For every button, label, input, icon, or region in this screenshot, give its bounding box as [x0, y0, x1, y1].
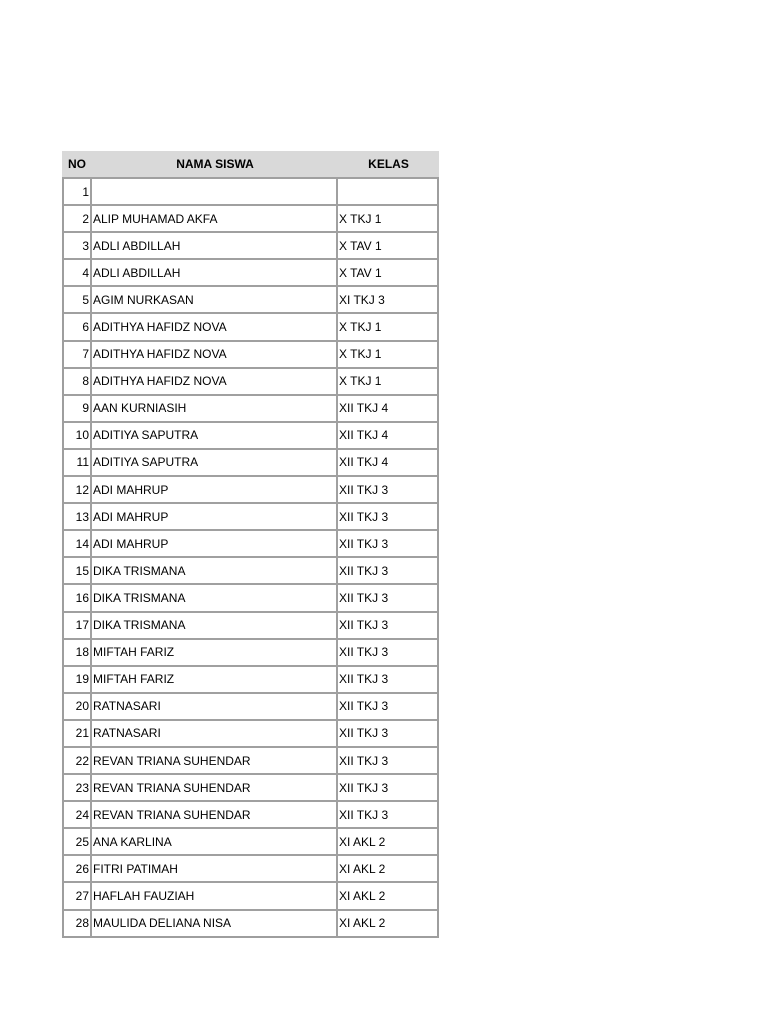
cell-nama-siswa: REVAN TRIANA SUHENDAR: [92, 748, 338, 773]
table-row: [64, 719, 437, 746]
cell-no: 21: [64, 721, 92, 746]
cell-kelas: X TAV 1: [339, 265, 382, 280]
header-no: NO: [68, 157, 86, 171]
cell-kelas: X TKJ 1: [339, 374, 382, 389]
cell-nama-siswa: ADLI ABDILLAH: [92, 233, 338, 258]
cell-nama-siswa: [92, 179, 338, 204]
cell-kelas: XII TKJ 3: [339, 536, 389, 551]
table-row: [64, 746, 437, 773]
table-row: [64, 692, 437, 719]
table-row: [64, 502, 437, 529]
student-table: [62, 151, 439, 938]
cell-no: 10: [64, 423, 92, 448]
cell-nama-siswa: ALIP MUHAMAD AKFA: [92, 206, 338, 231]
cell-no: 4: [64, 260, 92, 285]
cell-no: 6: [64, 314, 92, 339]
cell-no: 11: [64, 450, 92, 475]
cell-no: 2: [64, 206, 92, 231]
cell-no: 20: [64, 694, 92, 719]
cell-nama-siswa: DIKA TRISMANA: [92, 585, 338, 610]
cell-no: 19: [64, 667, 92, 692]
cell-kelas: XII TKJ 4: [339, 401, 389, 416]
table-row: [64, 312, 437, 339]
cell-no: 24: [64, 802, 92, 827]
cell-kelas: XII TKJ 3: [339, 509, 389, 524]
cell-kelas: XI TKJ 3: [339, 292, 385, 307]
cell-kelas: XII TKJ 3: [339, 726, 389, 741]
cell-kelas: X TKJ 1: [339, 211, 382, 226]
table-row: [64, 285, 437, 312]
cell-nama-siswa: DIKA TRISMANA: [92, 613, 338, 638]
cell-kelas: XII TKJ 4: [339, 428, 389, 443]
cell-kelas: XII TKJ 3: [339, 699, 389, 714]
cell-kelas: [338, 179, 437, 204]
cell-no: 16: [64, 585, 92, 610]
table-row: [64, 881, 437, 908]
cell-kelas: X TKJ 1: [339, 347, 382, 362]
cell-kelas: XII TKJ 3: [339, 618, 389, 633]
cell-kelas: XII TKJ 3: [339, 563, 389, 578]
table-row: [64, 421, 437, 448]
cell-kelas: XII TKJ 3: [339, 482, 389, 497]
cell-kelas: XII TKJ 4: [339, 455, 389, 470]
table-row: [64, 800, 437, 827]
table-body: [62, 177, 439, 938]
cell-nama-siswa: ANA KARLINA: [92, 829, 338, 854]
cell-nama-siswa: RATNASARI: [92, 694, 338, 719]
table-row: [64, 204, 437, 231]
table-row: [64, 340, 437, 367]
cell-kelas: XI AKL 2: [339, 861, 386, 876]
cell-nama-siswa: REVAN TRIANA SUHENDAR: [92, 802, 338, 827]
cell-kelas: XI AKL 2: [339, 834, 386, 849]
cell-no: 17: [64, 613, 92, 638]
table-row: [64, 231, 437, 258]
cell-nama-siswa: ADITIYA SAPUTRA: [92, 423, 338, 448]
cell-no: 18: [64, 640, 92, 665]
cell-nama-siswa: ADITIYA SAPUTRA: [92, 450, 338, 475]
table-row: [64, 258, 437, 285]
cell-no: 15: [64, 558, 92, 583]
cell-kelas: XII TKJ 3: [339, 590, 389, 605]
table-row: [64, 556, 437, 583]
cell-kelas: XII TKJ 3: [339, 672, 389, 687]
cell-no: 3: [64, 233, 92, 258]
table-row: [64, 827, 437, 854]
table-row: [64, 177, 437, 204]
cell-kelas: XI AKL 2: [339, 916, 386, 931]
cell-nama-siswa: FITRI PATIMAH: [92, 856, 338, 881]
cell-no: 27: [64, 883, 92, 908]
cell-no: 8: [64, 369, 92, 394]
cell-no: 23: [64, 775, 92, 800]
cell-nama-siswa: DIKA TRISMANA: [92, 558, 338, 583]
cell-no: 22: [64, 748, 92, 773]
cell-no: 9: [64, 396, 92, 421]
cell-kelas: X TAV 1: [339, 238, 382, 253]
cell-no: 26: [64, 856, 92, 881]
cell-kelas: XII TKJ 3: [339, 807, 389, 822]
cell-nama-siswa: ADLI ABDILLAH: [92, 260, 338, 285]
cell-no: 5: [64, 287, 92, 312]
table-row: [64, 529, 437, 556]
table-row: [64, 638, 437, 665]
cell-nama-siswa: REVAN TRIANA SUHENDAR: [92, 775, 338, 800]
cell-kelas: XII TKJ 3: [339, 780, 389, 795]
table-row: [64, 773, 437, 800]
cell-nama-siswa: ADI MAHRUP: [92, 504, 338, 529]
cell-nama-siswa: ADITHYA HAFIDZ NOVA: [92, 314, 338, 339]
header-kelas: KELAS: [368, 157, 409, 171]
cell-nama-siswa: AGIM NURKASAN: [92, 287, 338, 312]
header-nama-siswa: NAMA SISWA: [176, 157, 254, 171]
cell-nama-siswa: ADI MAHRUP: [92, 477, 338, 502]
cell-kelas: XI AKL 2: [339, 888, 386, 903]
cell-nama-siswa: HAFLAH FAUZIAH: [92, 883, 338, 908]
cell-nama-siswa: ADITHYA HAFIDZ NOVA: [92, 342, 338, 367]
table-row: [64, 909, 437, 936]
cell-nama-siswa: RATNASARI: [92, 721, 338, 746]
table-row: [64, 583, 437, 610]
cell-no: 12: [64, 477, 92, 502]
cell-nama-siswa: ADITHYA HAFIDZ NOVA: [92, 369, 338, 394]
table-header: [62, 151, 439, 177]
cell-kelas: XII TKJ 3: [339, 753, 389, 768]
cell-nama-siswa: MIFTAH FARIZ: [92, 640, 338, 665]
cell-no: 7: [64, 342, 92, 367]
table-row: [64, 367, 437, 394]
table-row: [64, 475, 437, 502]
cell-nama-siswa: AAN KURNIASIH: [92, 396, 338, 421]
cell-kelas: XII TKJ 3: [339, 645, 389, 660]
cell-no: 28: [64, 911, 92, 936]
table-row: [64, 665, 437, 692]
cell-no: 25: [64, 829, 92, 854]
table-row: [64, 394, 437, 421]
table-row: [64, 448, 437, 475]
cell-kelas: X TKJ 1: [339, 320, 382, 335]
cell-nama-siswa: ADI MAHRUP: [92, 531, 338, 556]
table-row: [64, 854, 437, 881]
cell-nama-siswa: MAULIDA DELIANA NISA: [92, 911, 338, 936]
cell-nama-siswa: MIFTAH FARIZ: [92, 667, 338, 692]
cell-no: 1: [64, 179, 92, 204]
cell-no: 14: [64, 531, 92, 556]
table-row: [64, 611, 437, 638]
cell-no: 13: [64, 504, 92, 529]
